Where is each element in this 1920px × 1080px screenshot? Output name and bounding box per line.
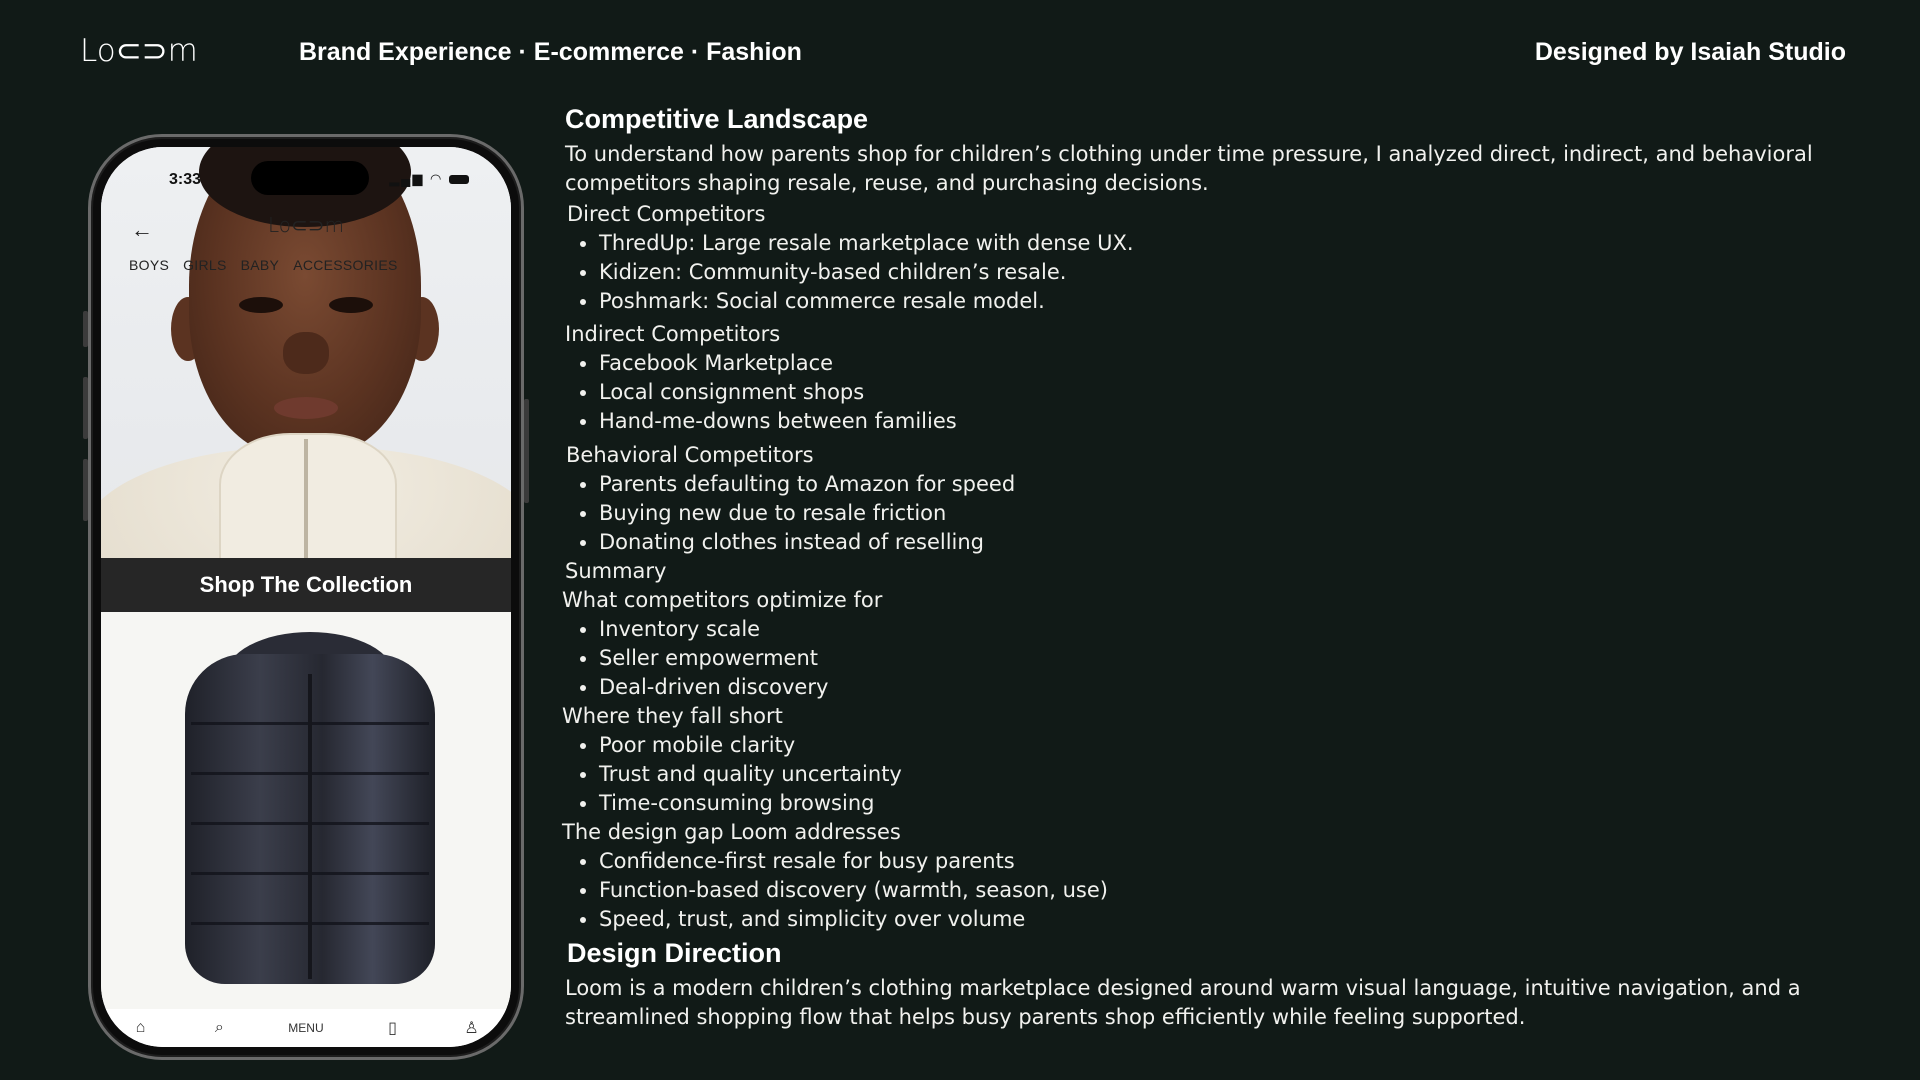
phone-action-button xyxy=(83,311,88,347)
list-item: • Facebook Marketplace xyxy=(599,349,1885,378)
list-item: • Function-based discovery (warmth, season, use) xyxy=(599,876,1885,905)
child-mouth xyxy=(274,397,338,419)
fall-short-title: Where they fall short xyxy=(562,704,783,728)
list-item: • Buying new due to resale friction xyxy=(599,499,1885,528)
child-eye-right xyxy=(329,297,373,313)
competitive-landscape-title: Competitive Landscape xyxy=(565,104,869,134)
jacket-zip xyxy=(308,674,312,979)
nav-boys[interactable]: BOYS xyxy=(129,257,170,273)
status-icons xyxy=(389,171,469,187)
nav-girls[interactable]: GIRLS xyxy=(183,257,227,273)
project-tags: Brand Experience · E-commerce · Fashion xyxy=(299,38,802,66)
list-item: • Poshmark: Social commerce resale model. xyxy=(599,287,1885,316)
search-icon[interactable]: ⌕ xyxy=(214,1019,224,1036)
phone-volume-down xyxy=(83,459,88,521)
phone-mockup xyxy=(88,134,524,1060)
design-direction-text: Loom is a modern children’s clothing marketplace designed around warm visual language, intuitive navigation, and a streamlined shopping flow that helps busy parents shop efficiently while feeling supported. xyxy=(565,976,1801,1029)
list-item: • Hand-me-downs between families xyxy=(599,407,1885,436)
list-item: • Inventory scale xyxy=(599,615,1885,644)
list-item: • Parents defaulting to Amazon for speed xyxy=(599,470,1885,499)
nav-accessories[interactable]: ACCESSORIES xyxy=(293,257,398,273)
indirect-competitors-list xyxy=(565,349,1885,436)
case-study-content xyxy=(562,104,1885,1032)
menu-tab[interactable]: MENU xyxy=(288,1021,324,1035)
brand-logo xyxy=(80,33,198,69)
design-gap-list xyxy=(565,847,1885,934)
phone-screen xyxy=(101,147,511,1047)
list-item: • Deal-driven discovery xyxy=(599,673,1885,702)
phone-power-button xyxy=(524,399,529,503)
indirect-competitors-title: Indirect Competitors xyxy=(565,322,781,346)
product-image-puffer-jacket[interactable] xyxy=(101,612,511,1013)
back-arrow-icon[interactable]: ← xyxy=(131,217,153,242)
design-direction-title: Design Direction xyxy=(567,938,782,968)
list-item: • Local consignment shops xyxy=(599,378,1885,407)
status-time: 3:33 xyxy=(169,171,202,188)
list-item: • Time-consuming browsing xyxy=(599,789,1885,818)
category-nav xyxy=(129,257,398,273)
list-item: • ThredUp: Large resale marketplace with dense UX. xyxy=(599,229,1885,258)
summary-title: Summary xyxy=(565,559,667,583)
child-eye-left xyxy=(239,297,283,313)
list-item: • Seller empowerment xyxy=(599,644,1885,673)
designer-credit: Designed by Isaiah Studio xyxy=(1534,38,1846,66)
competitive-intro: To understand how parents shop for children’s clothing under time pressure, I analyzed direct, indirect, and behavioral competitors shaping resale, reuse, and purchasing decisions. xyxy=(565,142,1813,195)
signal-icon: ▂▄▆ xyxy=(389,171,425,186)
direct-competitors-list xyxy=(565,229,1885,316)
phone-volume-up xyxy=(83,377,88,439)
list-item: • Speed, trust, and simplicity over volume xyxy=(599,905,1885,934)
wifi-icon: ◠ xyxy=(430,171,444,186)
app-logo[interactable]: Lo⊂⊃m xyxy=(267,213,345,237)
nav-baby[interactable]: BABY xyxy=(240,257,280,273)
behavioral-competitors-title: Behavioral Competitors xyxy=(566,443,814,467)
shop-collection-banner[interactable]: Shop The Collection xyxy=(101,558,511,612)
child-nose xyxy=(283,332,329,374)
brand-logo-text: Lo⊂⊃m xyxy=(80,33,198,69)
list-item: • Confidence-first resale for busy parents xyxy=(599,847,1885,876)
profile-icon[interactable]: ♙ xyxy=(464,1020,479,1037)
dynamic-island xyxy=(251,161,369,195)
fleece-zip xyxy=(304,439,308,558)
battery-icon xyxy=(449,175,469,184)
design-gap-title: The design gap Loom addresses xyxy=(562,820,901,844)
list-item: • Kidizen: Community-based children’s resale. xyxy=(599,258,1885,287)
list-item: • Trust and quality uncertainty xyxy=(599,760,1885,789)
hero-photo xyxy=(101,147,511,558)
list-item: • Poor mobile clarity xyxy=(599,731,1885,760)
fall-short-list xyxy=(565,731,1885,818)
fleece-collar xyxy=(219,433,397,558)
optimize-title: What competitors optimize for xyxy=(562,588,883,612)
bag-icon[interactable]: ▯ xyxy=(388,1020,397,1037)
behavioral-competitors-list xyxy=(565,470,1885,557)
bottom-tab-bar xyxy=(101,1009,511,1047)
direct-competitors-title: Direct Competitors xyxy=(567,202,766,226)
home-icon[interactable]: ⌂ xyxy=(135,1019,146,1036)
optimize-list xyxy=(565,615,1885,702)
list-item: • Donating clothes instead of reselling xyxy=(599,528,1885,557)
